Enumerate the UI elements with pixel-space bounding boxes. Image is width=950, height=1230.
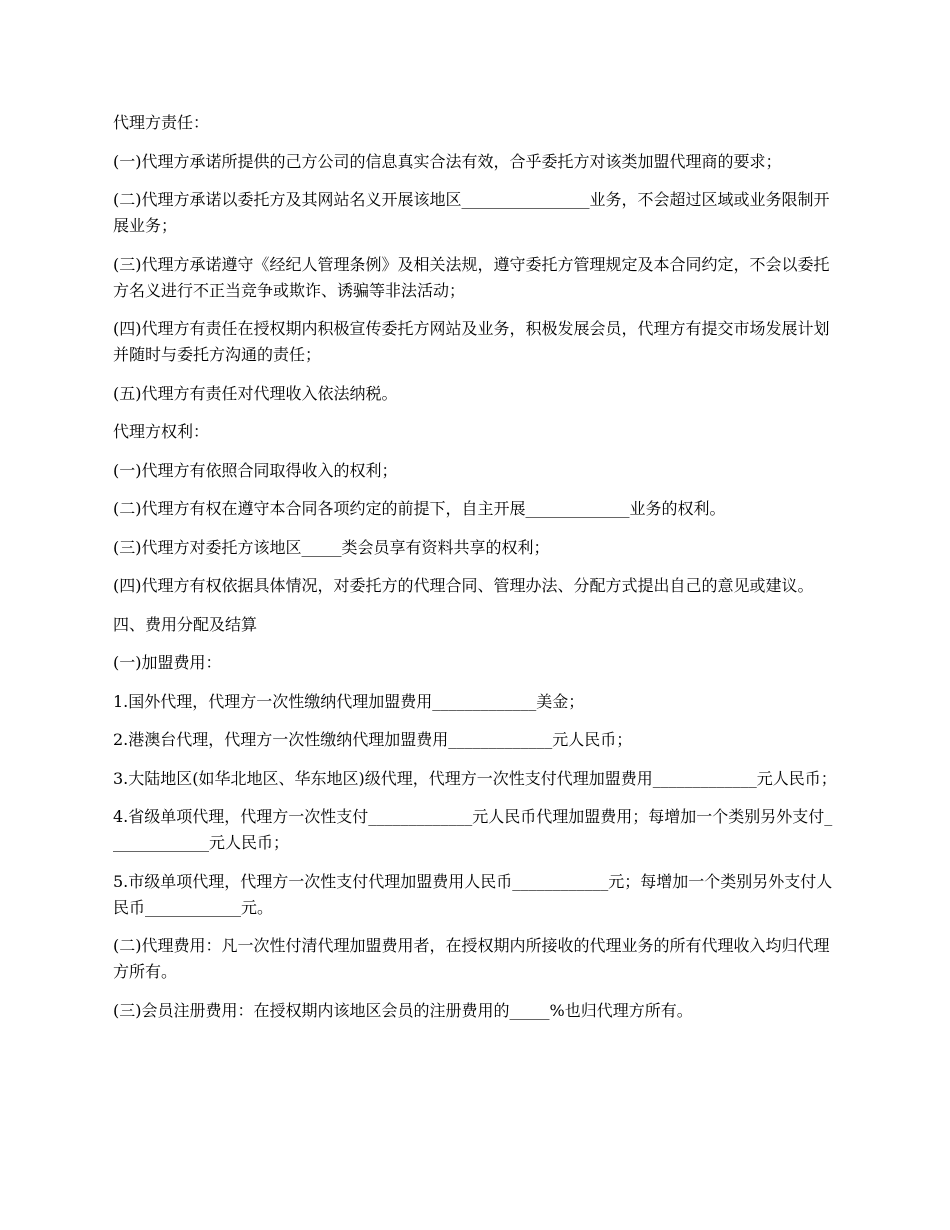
fee-subheading-agency: (二)代理费用：凡一次性付清代理加盟费用者，在授权期内所接收的代理业务的所有代理收入均归代理方所有。	[113, 936, 830, 981]
duty-item-5: (五)代理方有责任对代理收入依法纳税。	[113, 383, 398, 403]
section-heading-fees: 四、费用分配及结算	[113, 614, 258, 634]
right-item-3: (三)代理方对委托方该地区_____类会员享有资料共享的权利；	[113, 537, 550, 557]
fee-item-3: 3.大陆地区(如华北地区、华东地区)级代理，代理方一次性支付代理加盟费用_____________元人民币；	[113, 768, 837, 788]
fee-item-5: 5.市级单项代理，代理方一次性支付代理加盟费用人民币____________元；每增加一个类别另外支付人民币____________元。	[113, 871, 833, 917]
duty-item-2: (二)代理方承诺以委托方及其网站名义开展该地区________________业务，不会超过区域或业务限制开展业务；	[113, 190, 830, 235]
section-heading-agent-rights: 代理方权利：	[113, 422, 210, 441]
right-item-1: (一)代理方有依照合同取得收入的权利；	[113, 460, 398, 480]
right-item-4: (四)代理方有权依据具体情况，对委托方的代理合同、管理办法、分配方式提出自己的意见或建议。	[113, 576, 814, 595]
fee-item-2: 2.港澳台代理，代理方一次性缴纳代理加盟费用_____________元人民币；	[113, 730, 633, 749]
duty-item-3: (三)代理方承诺遵守《经纪人管理条例》及相关法规，遵守委托方管理规定及本合同约定，不会以委托方名义进行不正当竞争或欺诈、诱骗等非法活动；	[113, 254, 830, 300]
fee-item-1: 1.国外代理，代理方一次性缴纳代理加盟费用_____________美金；	[113, 691, 585, 711]
duty-item-1: (一)代理方承诺所提供的己方公司的信息真实合法有效，合乎委托方对该类加盟代理商的要求；	[113, 151, 782, 171]
fee-item-4: 4.省级单项代理，代理方一次性支付_____________元人民币代理加盟费用；每增加一个类别另外支付_____________元人民币；	[113, 807, 833, 852]
section-heading-agent-duties: 代理方责任：	[113, 113, 210, 132]
right-item-2: (二)代理方有权在遵守本合同各项约定的前提下，自主开展_____________业务的权利。	[113, 499, 726, 518]
fee-subheading-franchise: (一)加盟费用：	[113, 653, 222, 672]
fee-subheading-registration: (三)会员注册费用：在授权期内该地区会员的注册费用的_____%也归代理方所有。	[113, 1000, 693, 1020]
duty-item-4: (四)代理方有责任在授权期内积极宣传委托方网站及业务，积极发展会员，代理方有提交市场发展计划并随时与委托方沟通的责任；	[113, 319, 830, 364]
document-page	[113, 110, 840, 1036]
